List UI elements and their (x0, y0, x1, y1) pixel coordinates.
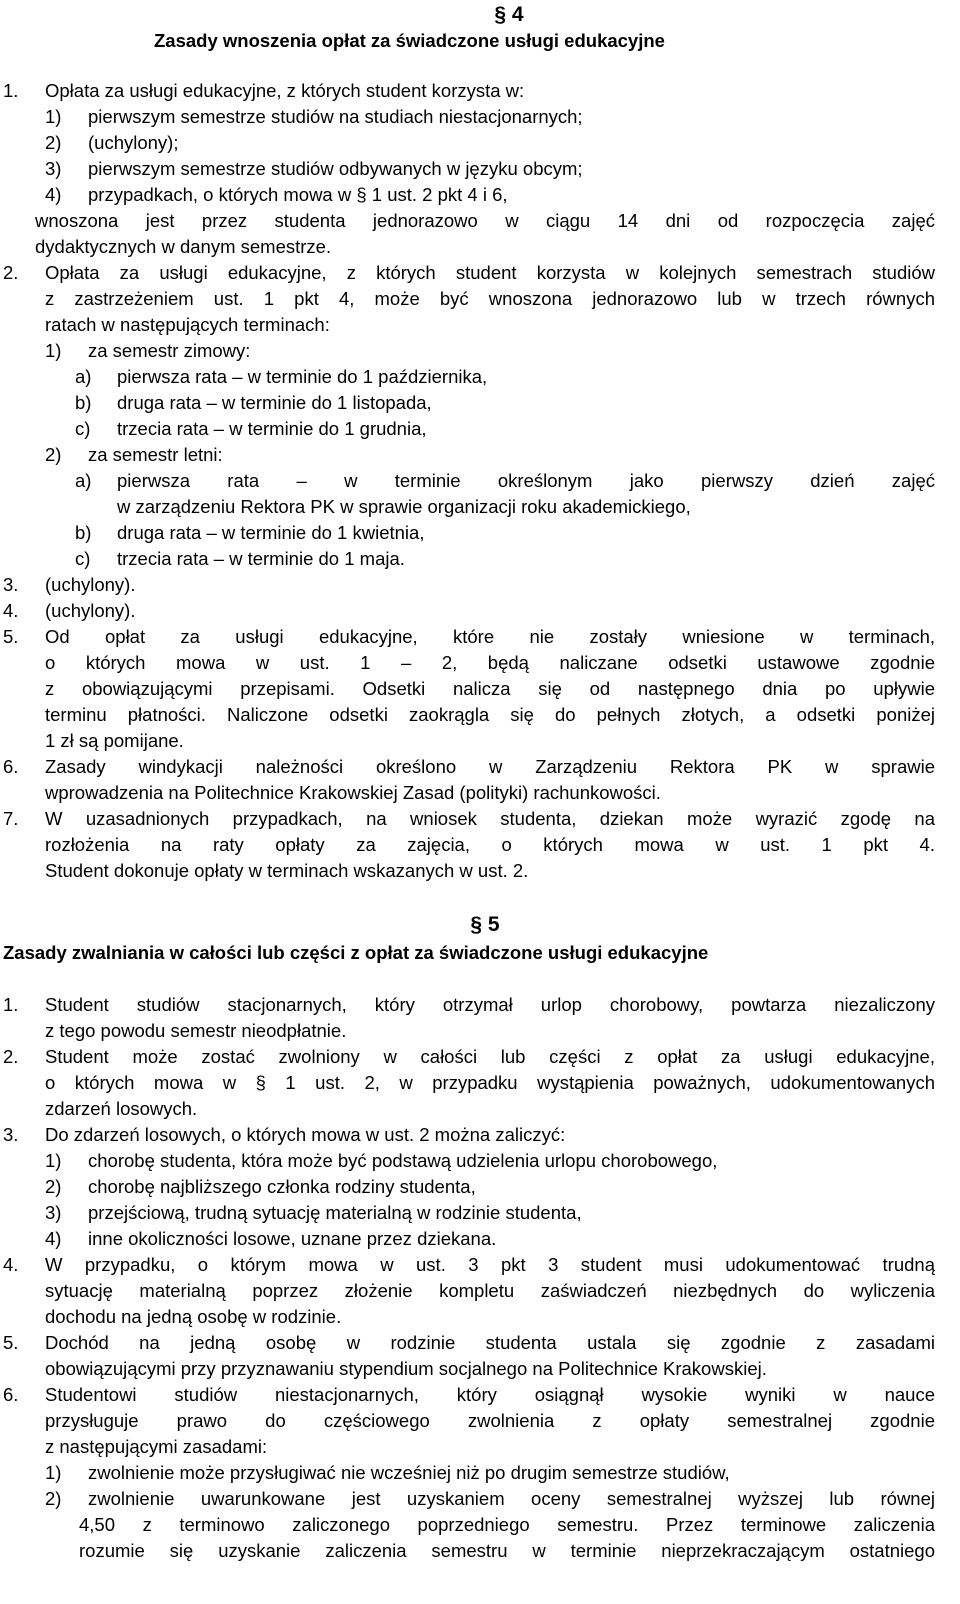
s5-p5-line-1: Dochód na jedną osobę w rodzinie studenta ustala się zgodnie z zasadami (45, 1332, 935, 1353)
s4-p2-summer-b: druga rata – w terminie do 1 kwietnia, (117, 522, 425, 543)
s5-p2-line-1: Student może zostać zwolniony w całości lub części z opłat za usługi edukacyjne, (45, 1046, 935, 1067)
s4-p2-summer-b-number: b) (75, 522, 92, 543)
s5-p2-line-3: zdarzeń losowych. (45, 1098, 198, 1119)
s4-p5-line-3: z obowiązującymi przepisami. Odsetki nalicza się od następnego dnia po upływie (45, 678, 935, 699)
s4-p1-item-3: pierwszym semestrze studiów odbywanych w języku obcym; (88, 158, 583, 179)
s4-p2-winter-c-number: c) (75, 418, 91, 439)
s4-p2-winter-a-number: a) (75, 366, 92, 387)
section-4-title: Zasady wnoszenia opłat za świadczone usługi edukacyjne (154, 30, 665, 51)
s4-p2-summer-number: 2) (45, 444, 62, 465)
s4-p1-item-1: pierwszym semestrze studiów na studiach niestacjonarnych; (88, 106, 583, 127)
s5-p1-line-1: Student studiów stacjonarnych, który otrzymał urlop chorobowy, powtarza niezaliczony (45, 994, 935, 1015)
s4-p6-line-1: Zasady windykacji należności określono w Zarządzeniu Rektora PK w sprawie (45, 756, 935, 777)
s5-p4-line-2: sytuację materialną poprzez złożenie kompletu zaświadczeń niezbędnych do wyliczenia (45, 1280, 935, 1301)
s5-p5-line-2: obowiązującymi przy przyznawaniu stypendium socjalnego na Politechnice Krakowskiej. (45, 1358, 767, 1379)
s4-p1-item-4: przypadkach, o których mowa w § 1 ust. 2 pkt 4 i 6, (88, 184, 508, 205)
s4-p2-winter-b-number: b) (75, 392, 92, 413)
s4-p1-item-1-number: 1) (45, 106, 62, 127)
s4-p3-number: 3. (3, 574, 19, 595)
s4-p5-line-4: terminu płatności. Naliczone odsetki zaokrągla się do pełnych złotych, a odsetki poniżej (45, 704, 935, 725)
s5-p4-number: 4. (3, 1254, 19, 1275)
s5-p3-item-4: inne okoliczności losowe, uznane przez dziekana. (88, 1228, 497, 1249)
s5-p6-item-1-number: 1) (45, 1462, 62, 1483)
s4-p1-item-4-number: 4) (45, 184, 62, 205)
s4-p1-number: 1. (3, 80, 19, 101)
section-5-number: § 5 (470, 913, 500, 936)
s5-p3-item-2-number: 2) (45, 1176, 62, 1197)
section-4-number: § 4 (494, 3, 524, 26)
s4-p7-line-3: Student dokonuje opłaty w terminach wskazanych w ust. 2. (45, 860, 529, 881)
s4-p2-winter-a: pierwsza rata – w terminie do 1 października, (117, 366, 488, 387)
s4-p2-line-1: Opłata za usługi edukacyjne, z których student korzysta w kolejnych semestrach studiów (45, 262, 935, 283)
s4-p2-number: 2. (3, 262, 19, 283)
s4-p4-number: 4. (3, 600, 19, 621)
s5-p4-line-1: W przypadku, o którym mowa w ust. 3 pkt 3 student musi udokumentować trudną (45, 1254, 935, 1275)
s4-p2-line-2: z zastrzeżeniem ust. 1 pkt 4, może być wnoszona jednorazowo lub w trzech równych (45, 288, 935, 309)
s4-p2-winter-c: trzecia rata – w terminie do 1 grudnia, (117, 418, 427, 439)
s5-p3-item-2: chorobę najbliższego członka rodziny studenta, (88, 1176, 476, 1197)
s4-p2-summer: za semestr letni: (88, 444, 223, 465)
s4-p2-winter-b: druga rata – w terminie do 1 listopada, (117, 392, 432, 413)
s5-p6-line-3: z następującymi zasadami: (45, 1436, 268, 1457)
s4-p6-line-2: wprowadzenia na Politechnice Krakowskiej Zasad (polityki) rachunkowości. (45, 782, 661, 803)
s4-p5-line-1: Od opłat za usługi edukacyjne, które nie zostały wniesione w terminach, (45, 626, 935, 647)
s5-p6-item-2-line-3: rozumie się uzyskanie zaliczenia semestru w terminie nieprzekraczającym ostatniego (79, 1540, 935, 1561)
s4-p2-summer-c: trzecia rata – w terminie do 1 maja. (117, 548, 405, 569)
s4-p1-item-2: (uchylony); (88, 132, 179, 153)
s4-p1-intro: Opłata za usługi edukacyjne, z których student korzysta w: (45, 80, 525, 101)
s4-p7-line-2: rozłożenia na raty opłaty za zajęcia, o których mowa w ust. 1 pkt 4. (45, 834, 935, 855)
s5-p1-number: 1. (3, 994, 19, 1015)
s5-p6-item-2-number: 2) (45, 1488, 62, 1509)
s5-p5-number: 5. (3, 1332, 19, 1353)
s4-p2-summer-a-line-2: w zarządzeniu Rektora PK w sprawie organizacji roku akademickiego, (117, 496, 691, 517)
s4-p3-text: (uchylony). (45, 574, 136, 595)
s4-p5-number: 5. (3, 626, 19, 647)
s5-p2-line-2: o których mowa w § 1 ust. 2, w przypadku wystąpienia poważnych, udokumentowanych (45, 1072, 935, 1093)
s5-p4-line-3: dochodu na jedną osobę w rodzinie. (45, 1306, 342, 1327)
s5-p3-number: 3. (3, 1124, 19, 1145)
s5-p6-item-2-line-1: zwolnienie uwarunkowane jest uzyskaniem oceny semestralnej wyższej lub równej (88, 1488, 935, 1509)
s5-p6-line-2: przysługuje prawo do częściowego zwolnienia z opłaty semestralnej zgodnie (45, 1410, 935, 1431)
s4-p5-line-2: o których mowa w ust. 1 – 2, będą naliczane odsetki ustawowe zgodnie (45, 652, 935, 673)
s5-p3-item-1-number: 1) (45, 1150, 62, 1171)
s4-p1-tail-line-2: dydaktycznych w danym semestrze. (35, 236, 332, 257)
s5-p6-number: 6. (3, 1384, 19, 1405)
s5-p6-item-2-line-2: 4,50 z terminowo zaliczonego poprzedniego semestru. Przez terminowe zaliczenia (79, 1514, 935, 1535)
s5-p3-item-1: chorobę studenta, która może być podstawą udzielenia urlopu chorobowego, (88, 1150, 718, 1171)
s5-p2-number: 2. (3, 1046, 19, 1067)
s5-p1-line-2: z tego powodu semestr nieodpłatnie. (45, 1020, 347, 1041)
s5-p6-line-1: Studentowi studiów niestacjonarnych, który osiągnął wysokie wyniki w nauce (45, 1384, 935, 1405)
s4-p2-summer-a-number: a) (75, 470, 92, 491)
s4-p2-winter: za semestr zimowy: (88, 340, 251, 361)
s4-p2-summer-a-line-1: pierwsza rata – w terminie określonym jako pierwszy dzień zajęć (117, 470, 935, 491)
s5-p3-intro: Do zdarzeń losowych, o których mowa w ust. 2 można zaliczyć: (45, 1124, 566, 1145)
s4-p6-number: 6. (3, 756, 19, 777)
s5-p6-item-1: zwolnienie może przysługiwać nie wcześniej niż po drugim semestrze studiów, (88, 1462, 730, 1483)
s4-p7-line-1: W uzasadnionych przypadkach, na wniosek studenta, dziekan może wyrazić zgodę na (45, 808, 935, 829)
s4-p1-item-2-number: 2) (45, 132, 62, 153)
s4-p4-text: (uchylony). (45, 600, 136, 621)
s4-p2-winter-number: 1) (45, 340, 62, 361)
s4-p7-number: 7. (3, 808, 19, 829)
s5-p3-item-3-number: 3) (45, 1202, 62, 1223)
s4-p1-tail-line-1: wnoszona jest przez studenta jednorazowo w ciągu 14 dni od rozpoczęcia zajęć (35, 210, 935, 231)
s5-p3-item-3: przejściową, trudną sytuację materialną w rodzinie studenta, (88, 1202, 582, 1223)
section-5-title: Zasady zwalniania w całości lub części z opłat za świadczone usługi edukacyjne (3, 942, 709, 963)
s4-p2-line-3: ratach w następujących terminach: (45, 314, 330, 335)
s5-p3-item-4-number: 4) (45, 1228, 62, 1249)
s4-p5-line-5: 1 zł są pomijane. (45, 730, 184, 751)
s4-p2-summer-c-number: c) (75, 548, 91, 569)
s4-p1-item-3-number: 3) (45, 158, 62, 179)
